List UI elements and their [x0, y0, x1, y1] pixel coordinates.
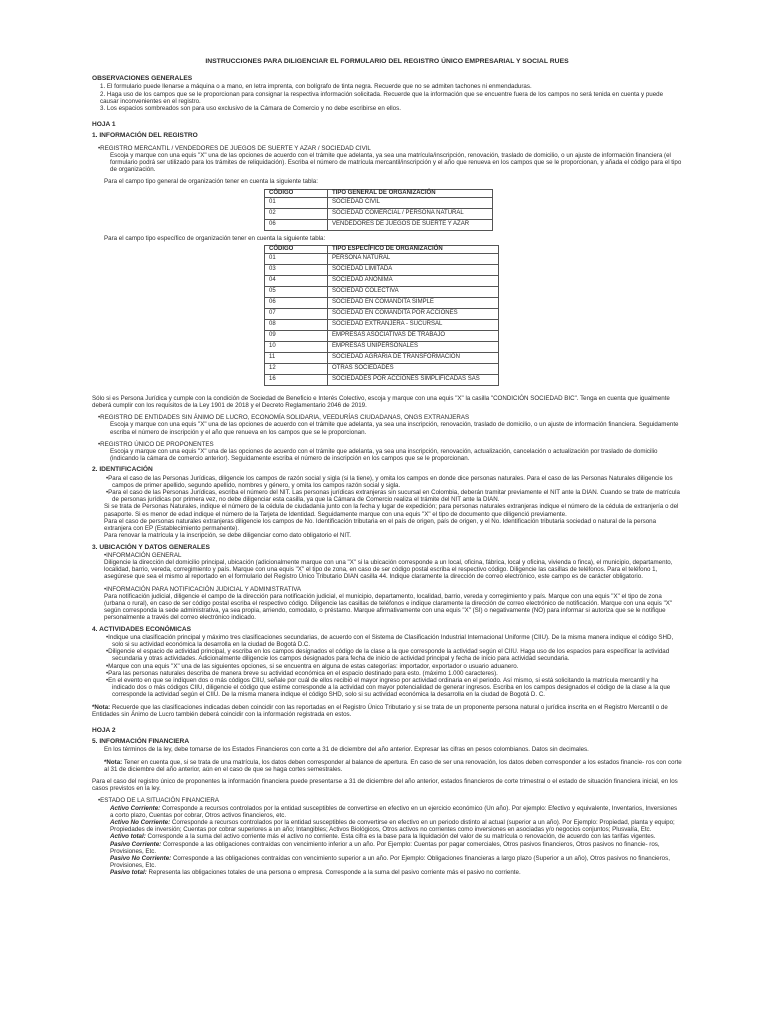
code-cell: 10	[265, 341, 328, 352]
code-cell: 12	[265, 363, 328, 374]
list-item: • Para el caso de las Personas Jurídicas, diligencie los campos de razón social y sigla (si la tiene), y omita los campos en donde dice personas naturales. Para el caso de las Personas Naturales diligencie los campos de primer apellido, segundo apellido, nombres y género, y omita los campos razón social y sigla.	[104, 475, 682, 489]
type-cell: SOCIEDAD EN COMANDITA POR ACCIONES	[328, 308, 499, 319]
estado-title: • ESTADO DE LA SITUACIÓN FINANCIERA	[98, 797, 682, 804]
table-row	[265, 308, 499, 319]
list-item: 1. El formulario puede llenarse a máquina o a mano, en letra imprenta, con bolígrafo de tinta negra. Recuerde que no se admiten tachones ni enmendaduras.	[100, 83, 532, 91]
definition-item	[110, 833, 682, 840]
type-cell: SOCIEDAD EXTRANJERA - SUCURSAL	[328, 319, 499, 330]
estado-block	[98, 797, 682, 876]
definition-text: Corresponde a la suma del activo corriente más el activo no corriente. Esta cifra es la base para la liquidación del valor de su matrícula o renovación, de acuerdo con las tarifas vigentes.	[147, 833, 656, 841]
esal-title: • REGISTRO DE ENTIDADES SIN ÁNIMO DE LUCRO, ECONOMÍA SOLIDARIA, VEEDURÍAS CIUDADANAS, ONGS EXTRANJERAS	[98, 414, 682, 421]
column-header: CÓDIGO	[265, 189, 328, 197]
column-header: CÓDIGO	[265, 245, 328, 253]
list-item: • Marque con una equis "X" una de las siguientes opciones, si se encuentra en alguna de estas categorías: importador, exportador o usuario aduanero.	[104, 663, 682, 670]
nota-text: Recuerde que las clasificaciones indicadas deben coincidir con las reportadas en el Registro Único Tributario y si se trata de un proponente persona natural o jurídica inscrita en el Registro Mercantil o de Entidades sin Ánimo de Lucro también deberá coincidir con la información registrada en estos.	[92, 703, 668, 718]
nota-label: *Nota:	[104, 758, 123, 766]
type-cell: SOCIEDAD LIMITADA	[328, 264, 499, 275]
list-item: • Para el caso de las Personas Jurídicas, escriba el número del NIT. Las personas jurídicas extranjeras sin sucursal en Colombia, deberán tramitar previamente el NIT ante la DIAN. Cuando se trate de matrícula de personas jurídicas por primera vez, no debe diligenciar esta casilla, ya que la Cámara de Comercio realiza el trámite del NIT ante la DIAN.	[104, 489, 682, 503]
definition-term: Pasivo Corriente:	[110, 840, 162, 848]
hoja2-label: HOJA 2	[92, 726, 116, 734]
sec3-sub2-title: • INFORMACIÓN PARA NOTIFICACIÓN JUDICIAL Y ADMINISTRATIVA	[104, 586, 682, 593]
rup-block	[98, 441, 682, 463]
code-cell: 05	[265, 286, 328, 297]
column-header: TIPO GENERAL DE ORGANIZACIÓN	[328, 189, 493, 197]
hoja1-nota	[92, 704, 682, 718]
type-cell: VENDEDORES DE JUEGOS DE SUERTE Y AZAR	[328, 219, 493, 230]
document-title: INSTRUCCIONES PARA DILIGENCIAR EL FORMULARIO DEL REGISTRO ÚNICO EMPRESARIAL Y SOCIAL RUES	[205, 58, 569, 65]
definition-item	[110, 869, 682, 876]
section-4-body	[92, 634, 682, 699]
observaciones-heading: OBSERVACIONES GENERALES	[92, 75, 193, 83]
definition-text: Corresponde a las obligaciones contraídas con vencimiento inferior a un año. Por Ejemplo: Cuentas por pagar comerciales, Otros pasivos financieros, Otros pasivos no financie- ros, Provisiones, Etc.	[110, 840, 660, 855]
rup-title: • REGISTRO ÚNICO DE PROPONENTES	[98, 441, 682, 448]
rup-financial-text: Para el caso del registro único de proponentes la información financiera puede presentarse a 31 de diciembre del año anterior, estados financieros de corte trimestral o el estado de situación financiera inicial, en los casos previstos en la ley.	[92, 777, 678, 793]
list-item: Para el caso de personas naturales extranjeras diligencie los campos de No. Identificación tributaria en el país de origen, país de origen, y el No. Identificación tributaria sociedad o natural de la persona extranjera con EP (Establecimiento permanente).	[104, 517, 657, 533]
list-item: • Para las personas naturales describa de manera breve su actividad económica en el espacio destinado para esto. (máximo 1.000 caracteres).	[104, 670, 682, 677]
sec3-sub1-title: • INFORMACIÓN GENERAL	[104, 552, 682, 559]
definitions-list	[98, 805, 682, 877]
definition-text: Corresponde a las obligaciones contraídas con vencimiento superior a un año. Por Ejemplo: Obligaciones financieras a largo plazo (Superior a un año), Otros pasivos no financieros, Provisiones, Etc.	[110, 855, 670, 870]
table-row	[265, 197, 493, 208]
type-cell: OTRAS SOCIEDADES	[328, 363, 499, 374]
type-cell: SOCIEDAD ANÓNIMA	[328, 275, 499, 286]
definition-item	[110, 805, 682, 819]
table-row	[265, 297, 499, 308]
list-item: 2. Haga uso de los campos que se le proporcionan para consignar la respectiva información solicitada. Recuerde que la información que se encuentre fuera de los campos no será tenida en cuenta y puede causar inconvenientes en el registro.	[100, 90, 664, 105]
definition-item	[110, 841, 682, 855]
code-cell: 06	[265, 297, 328, 308]
reg-mercantil-block	[98, 145, 682, 174]
code-cell: 01	[265, 253, 328, 264]
observaciones-list	[92, 83, 682, 112]
section-3-body	[92, 552, 682, 622]
section-2-heading: 2. IDENTIFICACIÓN	[92, 466, 153, 474]
table-row	[265, 319, 499, 330]
list-item: Si se trata de Personas Naturales, indique el número de la cédula de ciudadanía junto con la fecha y lugar de expedición; para personas naturales extranjeras indique el número de la cédula de extranjería o del pasaporte. Si es menor de edad indique el número de la Tarjeta de Identidad. Seguidamente marque con una equis "X" el tipo de documento que diligenció previamente.	[104, 503, 679, 518]
table-row	[265, 363, 499, 374]
list-item: • Indique una clasificación principal y máximo tres clasificaciones secundarias, de acuerdo con el Sistema de Clasificación Industrial Internacional Uniforme (CIIU). De la misma manera indique el código SHD, solo si su actividad económica la desarrolla en la ciudad de Bogotá D.C.	[104, 634, 682, 648]
type-cell: SOCIEDAD AGRARIA DE TRANSFORMACIÓN	[328, 352, 499, 363]
reg-mercantil-title: • REGISTRO MERCANTIL / VENDEDORES DE JUEGOS DE SUERTE Y AZAR / SOCIEDAD CIVIL	[98, 145, 682, 152]
type-cell: EMPRESAS UNIPERSONALES	[328, 341, 499, 352]
section-5-heading: 5. INFORMACIÓN FINANCIERA	[92, 738, 190, 746]
definition-term: Pasivo No Corriente:	[110, 855, 172, 863]
table-row	[265, 286, 499, 297]
tipo-general-table	[264, 189, 493, 231]
definition-text: Corresponde a recursos controlados por la entidad susceptibles de convertirse en efectivo en un ejercicio económico (Un año). Por ejemplo: Efectivo y equivalente, Inventarios, Inversiones a corto plazo, Cuentas por cobrar, Otros activos financieros, etc.	[110, 804, 678, 819]
hoja1-label: HOJA 1	[92, 121, 116, 129]
reg-mercantil-text: Escoja y marque con una equis "X" una de las opciones de acuerdo con el trámite que adelanta, ya sea una matrícula/inscripción, renovación, traslado de domicilio, o un ajuste de información financiera (el formulario podrá ser utilizado para los trámites de reliquidación). Escriba el número de matrícula mercantil/inscripción y el año que renueva en los campos que se le proporcionan, y añada el código para el tipo de organización.	[110, 151, 682, 174]
list-item: • En el evento en que se indiquen dos o más códigos CIIU, señale por cuál de ellos recibió el mayor ingreso por actividad ordinaria en el periodo. Así mismo, si está solicitando la matrícula mercantil y ha indicado dos o más códigos CIIU, diligencie el código que estime corresponde a la actividad con mayor potencialidad de generar ingresos. Escriba en los campos designados el código de la clase a la que corresponde la actividad según el CIIU. De la misma manera indique el código SHD, solo si su actividad económica la desarrolla en la ciudad de Bogotá D. C.	[104, 677, 682, 699]
table-row	[265, 264, 499, 275]
code-cell: 09	[265, 330, 328, 341]
definition-term: Activo No Corriente:	[110, 819, 171, 826]
list-item: • Diligencie el espacio de actividad principal, y escriba en los campos designados el código de la clase a la que corresponde la actividad según el CIIU. Haga uso de los espacios para especificar la actividad secundaria y otras actividades. Adicionalmente diligencie los campos designados para fecha de inicio de actividad principal y fecha de inicio para actividad secundaria.	[104, 648, 682, 662]
code-cell: 04	[265, 275, 328, 286]
code-cell: 08	[265, 319, 328, 330]
section-1-heading: 1. INFORMACIÓN DEL REGISTRO	[92, 132, 198, 140]
code-cell: 11	[265, 352, 328, 363]
tipo-especifico-table	[264, 245, 499, 386]
sec3-sub1-text: Diligencie la dirección del domicilio principal, ubicación (adicionalmente marque con una "X" si la ubicación corresponde a un local, oficina, fábrica, local y oficina, vivienda o finca), el municipio, departamento, localidad, barrio, vereda, corregimiento y país. Marque con una equis "X" el tipo de zona, en caso de ser código postal escriba el respectivo código. Diligencie las casillas de teléfonos. Para el teléfono 1, asegúrese que sea el mismo al reportado en el formulario del Registro Único Tributario DIAN casilla 44. Indique claramente la dirección de correo electrónico, este campo es de carácter obligatorio.	[104, 558, 673, 581]
code-cell: 03	[265, 264, 328, 275]
bic-text: Sólo si es Persona Jurídica y cumple con la condición de Sociedad de Beneficio e Interés Colectivo, escoja y marque con una equis "X" la casilla "CONDICIÓN SOCIEDAD BIC". Tenga en cuenta que igualmente deberá cumplir con los requisitos de la Ley 1901 de 2018 y el Decreto Reglamentario 2046 de 2019.	[92, 394, 670, 410]
section-2-body	[92, 475, 682, 540]
type-cell: SOCIEDAD COMERCIAL / PERSONA NATURAL	[328, 208, 493, 219]
column-header: TIPO ESPECÍFICO DE ORGANIZACIÓN	[328, 245, 499, 253]
esal-text: Escoja y marque con una equis "X" una de las opciones de acuerdo con el trámite que adelanta, ya sea una inscripción, renovación, traslado de domicilio, o un ajuste de información financiera. Seguidamente escriba el número de inscripción y el año que renueva en los campos que se le proporcionan.	[110, 421, 679, 436]
table-row	[265, 330, 499, 341]
type-cell: PERSONA NATURAL	[328, 253, 499, 264]
table-row	[265, 219, 493, 230]
definition-item	[110, 819, 682, 833]
code-cell: 07	[265, 308, 328, 319]
table-row	[265, 341, 499, 352]
nota-text: Tener en cuenta que, si se trata de una matrícula, los datos deben corresponder al balance de apertura. En caso de ser una renovación, los datos deben corresponder a los estados financie- ros con corte al 31 de diciembre del año anterior, aún en el caso de que se haga cortes semestrales.	[104, 758, 682, 773]
code-cell: 06	[265, 219, 328, 230]
tipo-especifico-intro: Para el campo tipo específico de organización tener en cuenta la siguiente tabla:	[104, 234, 326, 242]
table-row	[265, 208, 493, 219]
list-item: Para renovar la matrícula y la inscripción, se debe diligenciar como dato obligatorio el NIT.	[104, 532, 351, 540]
table-row	[265, 374, 499, 385]
code-cell: 01	[265, 197, 328, 208]
code-cell: 02	[265, 208, 328, 219]
tipo-general-intro: Para el campo tipo general de organización tener en cuenta la siguiente tabla:	[104, 178, 318, 186]
section-3-heading: 3. UBICACIÓN Y DATOS GENERALES	[92, 543, 210, 551]
hoja2-nota	[92, 759, 682, 773]
definition-term: Pasivo total:	[110, 869, 147, 877]
list-item: 3. Los espacios sombreados son para uso exclusivo de la Cámara de Comercio y no debe escribirse en ellos.	[100, 105, 401, 113]
definition-text: Corresponde a recursos controlados por la entidad susceptibles de convertirse en efectivo en un periodo distinto al actual (superior a un año). Por Ejemplo: Propiedad, planta y equipo; Propiedades de inversión; Cuentas por cobrar superiores a un año; Intangibles; Activos Biológicos, Otros activos no corrientes como inversiones en asociadas y/o negocios conjuntos; Plusvalía, Etc.	[110, 819, 675, 834]
table-row	[265, 275, 499, 286]
nota-label: *Nota:	[92, 703, 111, 711]
definition-text: Representa las obligaciones totales de una persona o empresa. Corresponde a la suma del pasivo corriente más el pasivo no corriente.	[148, 869, 521, 877]
type-cell: SOCIEDADES POR ACCIONES SIMPLIFICADAS SAS	[328, 374, 499, 385]
esal-block	[98, 414, 682, 436]
table-row	[265, 352, 499, 363]
definition-term: Activo Corriente:	[110, 804, 161, 812]
type-cell: SOCIEDAD CIVIL	[328, 197, 493, 208]
code-cell: 16	[265, 374, 328, 385]
definition-term: Activo total:	[110, 833, 146, 841]
type-cell: SOCIEDAD COLECTIVA	[328, 286, 499, 297]
table-header-row	[265, 245, 499, 253]
type-cell: EMPRESAS ASOCIATIVAS DE TRABAJO	[328, 330, 499, 341]
rup-text: Escoja y marque con una equis "X" una de las opciones de acuerdo con el trámite que adelanta, ya sea una inscripción, renovación, actualización, cancelación o actualización por traslado de domicilio (indicando la cámara de comercio anterior). Seguidamente escriba el número de inscripción en los campos que se le proporcionan.	[110, 448, 658, 463]
section-5-intro: En los términos de la ley, debe tomarse de los Estados Financieros con corte a 31 de diciembre del año anterior. Expresar las cifras en pesos colombianos. Datos sin decimales.	[104, 746, 589, 754]
table-header-row	[265, 189, 493, 197]
table-row	[265, 253, 499, 264]
definition-item	[110, 855, 682, 869]
section-4-heading: 4. ACTIVIDADES ECONÓMICAS	[92, 625, 192, 633]
type-cell: SOCIEDAD EN COMANDITA SIMPLE	[328, 297, 499, 308]
sec3-sub2-text: Para notificación judicial, diligencie el campo de la dirección para notificación judicial, el municipio, departamento, localidad, barrio, vereda y corregimiento y país. Marque con una equis "X" el tipo de zona (urbana o rural), en caso de ser código postal escriba el respectivo código. Diligencie las casillas de teléfonos e indique claramente la dirección de correo electrónico de notificación. Marque con una equis "X" según corresponda la sede administrativa, ya sea propia, arriendo, comodato, o préstamo. Marque afirmativamente con una equis "X" (SI) o negativamente (NO) para informar si autoriza que se le notifique personalmente a través del correo electrónico indicado.	[104, 592, 673, 622]
